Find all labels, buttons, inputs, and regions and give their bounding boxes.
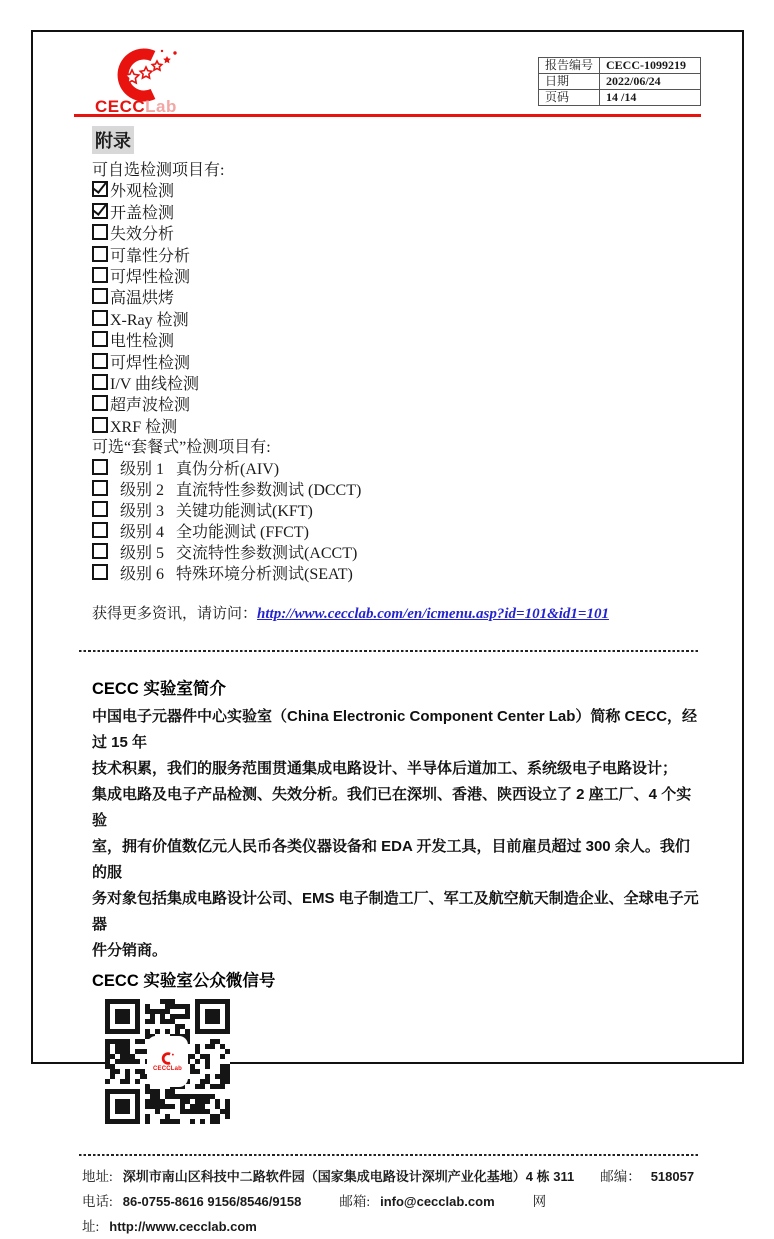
level-desc: 特殊环境分析测试(SEAT) <box>176 565 353 583</box>
cecc-logo-wordmark <box>95 97 205 116</box>
list-item <box>92 564 699 585</box>
report-page-frame <box>31 30 744 1234</box>
email-value: info@cecclab.com <box>380 1193 495 1209</box>
list-item <box>92 181 699 202</box>
level-label: 级别 2 <box>120 481 165 499</box>
item-label: 可靠性分析 <box>110 247 191 265</box>
zip-value: 518057 <box>650 1168 695 1184</box>
optional-items-heading: 可自选检测项目有: <box>92 162 225 179</box>
brand-lab: Lab <box>145 97 177 116</box>
phone-value: 86-0755-8616 9156/8546/9158 <box>122 1193 302 1209</box>
list-item <box>92 288 699 309</box>
email-label: 邮箱: <box>339 1193 371 1209</box>
list-item <box>92 480 699 501</box>
checkbox-icon <box>92 522 108 538</box>
item-label: 高温烘烤 <box>110 290 175 308</box>
web-value: http://www.cecclab.com <box>109 1218 257 1234</box>
cecc-logo-mark-icon <box>105 48 183 102</box>
more-info-line <box>92 602 699 623</box>
checkbox-icon <box>92 501 108 517</box>
item-label: 开盖检测 <box>110 204 175 222</box>
list-item <box>92 374 699 395</box>
level-label: 级别 6 <box>120 565 165 583</box>
item-label: 可焊性检测 <box>110 269 191 287</box>
list-item <box>92 543 699 564</box>
level-label: 级别 4 <box>120 523 165 541</box>
checkbox-icon <box>92 246 108 262</box>
checkbox-icon <box>92 564 108 580</box>
item-label: 失效分析 <box>110 226 175 244</box>
table-row <box>538 90 700 106</box>
checkbox-icon <box>92 395 108 411</box>
page-no-value: 14 /14 <box>600 90 701 106</box>
report-no-value: CECC-1099219 <box>600 58 701 74</box>
list-item <box>92 417 699 438</box>
checkbox-icon <box>92 459 108 475</box>
list-item <box>92 501 699 522</box>
checkbox-icon <box>92 310 108 326</box>
item-label: 外观检测 <box>110 183 175 201</box>
item-label: X-Ray 检测 <box>110 311 189 329</box>
checkbox-icon <box>92 203 108 219</box>
item-label: 电性检测 <box>110 333 175 351</box>
list-item <box>92 331 699 352</box>
checkbox-icon <box>92 353 108 369</box>
list-item <box>92 459 699 480</box>
list-item <box>92 522 699 543</box>
intro-line: 集成电路及电子产品检测、失效分析。我们已在深圳、香港、陕西设立了 2 座工厂、4 个实验 <box>92 785 692 829</box>
wechat-qr-code <box>105 999 230 1124</box>
more-info-link[interactable]: http://www.cecclab.com/en/icmenu.asp?id=101&id1=101 <box>257 605 609 622</box>
list-item <box>92 353 699 374</box>
list-item <box>92 224 699 245</box>
level-desc: 关键功能测试(KFT) <box>176 502 313 520</box>
address-value: 深圳市南山区科技中二路软件园（国家集成电路设计深圳产业化基地）4 栋 311 <box>122 1168 575 1184</box>
footer-divider <box>79 1154 699 1156</box>
checkbox-icon <box>92 224 108 240</box>
level-desc: 全功能测试 (FFCT) <box>176 523 309 541</box>
checkbox-icon <box>92 267 108 283</box>
qr-center-logo <box>149 1038 186 1085</box>
date-label: 日期 <box>538 74 599 90</box>
intro-line: 技术积累，我们的服务范围贯通集成电路设计、半导体后道加工、系统级电子电路设计； <box>92 759 678 777</box>
item-label: XRF 检测 <box>110 418 178 436</box>
appendix-title: 附录 <box>92 126 134 154</box>
footer <box>82 1164 699 1239</box>
cecc-logo-mini-icon <box>159 1051 177 1066</box>
report-header <box>33 32 742 114</box>
address-label: 地址: <box>82 1168 113 1184</box>
level-label: 级别 3 <box>120 502 165 520</box>
section-divider <box>79 650 699 652</box>
intro-line: 务对象包括集成电路设计公司、EMS 电子制造工厂、军工及航空航天制造企业、全球电子元器 <box>92 889 699 933</box>
date-value: 2022/06/24 <box>600 74 701 90</box>
checkbox-icon <box>92 543 108 559</box>
table-row <box>538 74 700 90</box>
item-label: 超声波检测 <box>110 397 191 415</box>
web-label: 网址: <box>82 1193 547 1234</box>
list-item <box>92 203 699 224</box>
checkbox-icon <box>92 288 108 304</box>
phone-label: 电话: <box>82 1193 113 1209</box>
level-label: 级别 1 <box>120 460 165 478</box>
list-item <box>92 310 699 331</box>
table-row <box>538 58 700 74</box>
level-desc: 交流特性参数测试(ACCT) <box>176 544 358 562</box>
intro-line: 室，拥有价值数亿元人民币各类仪器设备和 EDA 开发工具，目前雇员超过 300 余人。我们的服 <box>92 837 690 881</box>
wechat-heading: CECC 实验室公众微信号 <box>92 971 276 990</box>
report-info-table <box>538 57 701 106</box>
qr-center-brand: CECCLab <box>152 1065 183 1072</box>
intro-heading: CECC 实验室简介 <box>92 679 226 698</box>
intro-paragraph <box>92 704 699 964</box>
item-label: 可焊性检测 <box>110 354 191 372</box>
footer-address-line <box>82 1164 699 1189</box>
cecc-logo <box>95 48 205 114</box>
item-label: I/V 曲线检测 <box>110 376 200 394</box>
level-desc: 真伪分析(AIV) <box>176 460 280 478</box>
list-item <box>92 246 699 267</box>
package-items-heading: 可选“套餐式”检测项目有: <box>92 439 271 457</box>
list-item <box>92 395 699 416</box>
checkbox-icon <box>92 181 108 197</box>
more-info-label: 获得更多资讯，请访问： <box>92 605 258 622</box>
intro-line: 中国电子元器件中心实验室（China Electronic Component Center Lab）简称 CECC，经过 15 年 <box>92 707 698 751</box>
list-item <box>92 267 699 288</box>
checkbox-icon <box>92 331 108 347</box>
checkbox-icon <box>92 417 108 433</box>
page-no-label: 页码 <box>538 90 599 106</box>
intro-line: 件分销商。 <box>92 941 168 959</box>
checkbox-icon <box>92 480 108 496</box>
level-desc: 直流特性参数测试 (DCCT) <box>176 481 362 499</box>
report-no-label: 报告编号 <box>538 58 599 74</box>
level-label: 级别 5 <box>120 544 165 562</box>
checkbox-icon <box>92 374 108 390</box>
footer-contact-line <box>82 1189 699 1239</box>
zip-label: 邮编： <box>600 1168 641 1184</box>
brand-cecc: CECC <box>95 97 146 116</box>
